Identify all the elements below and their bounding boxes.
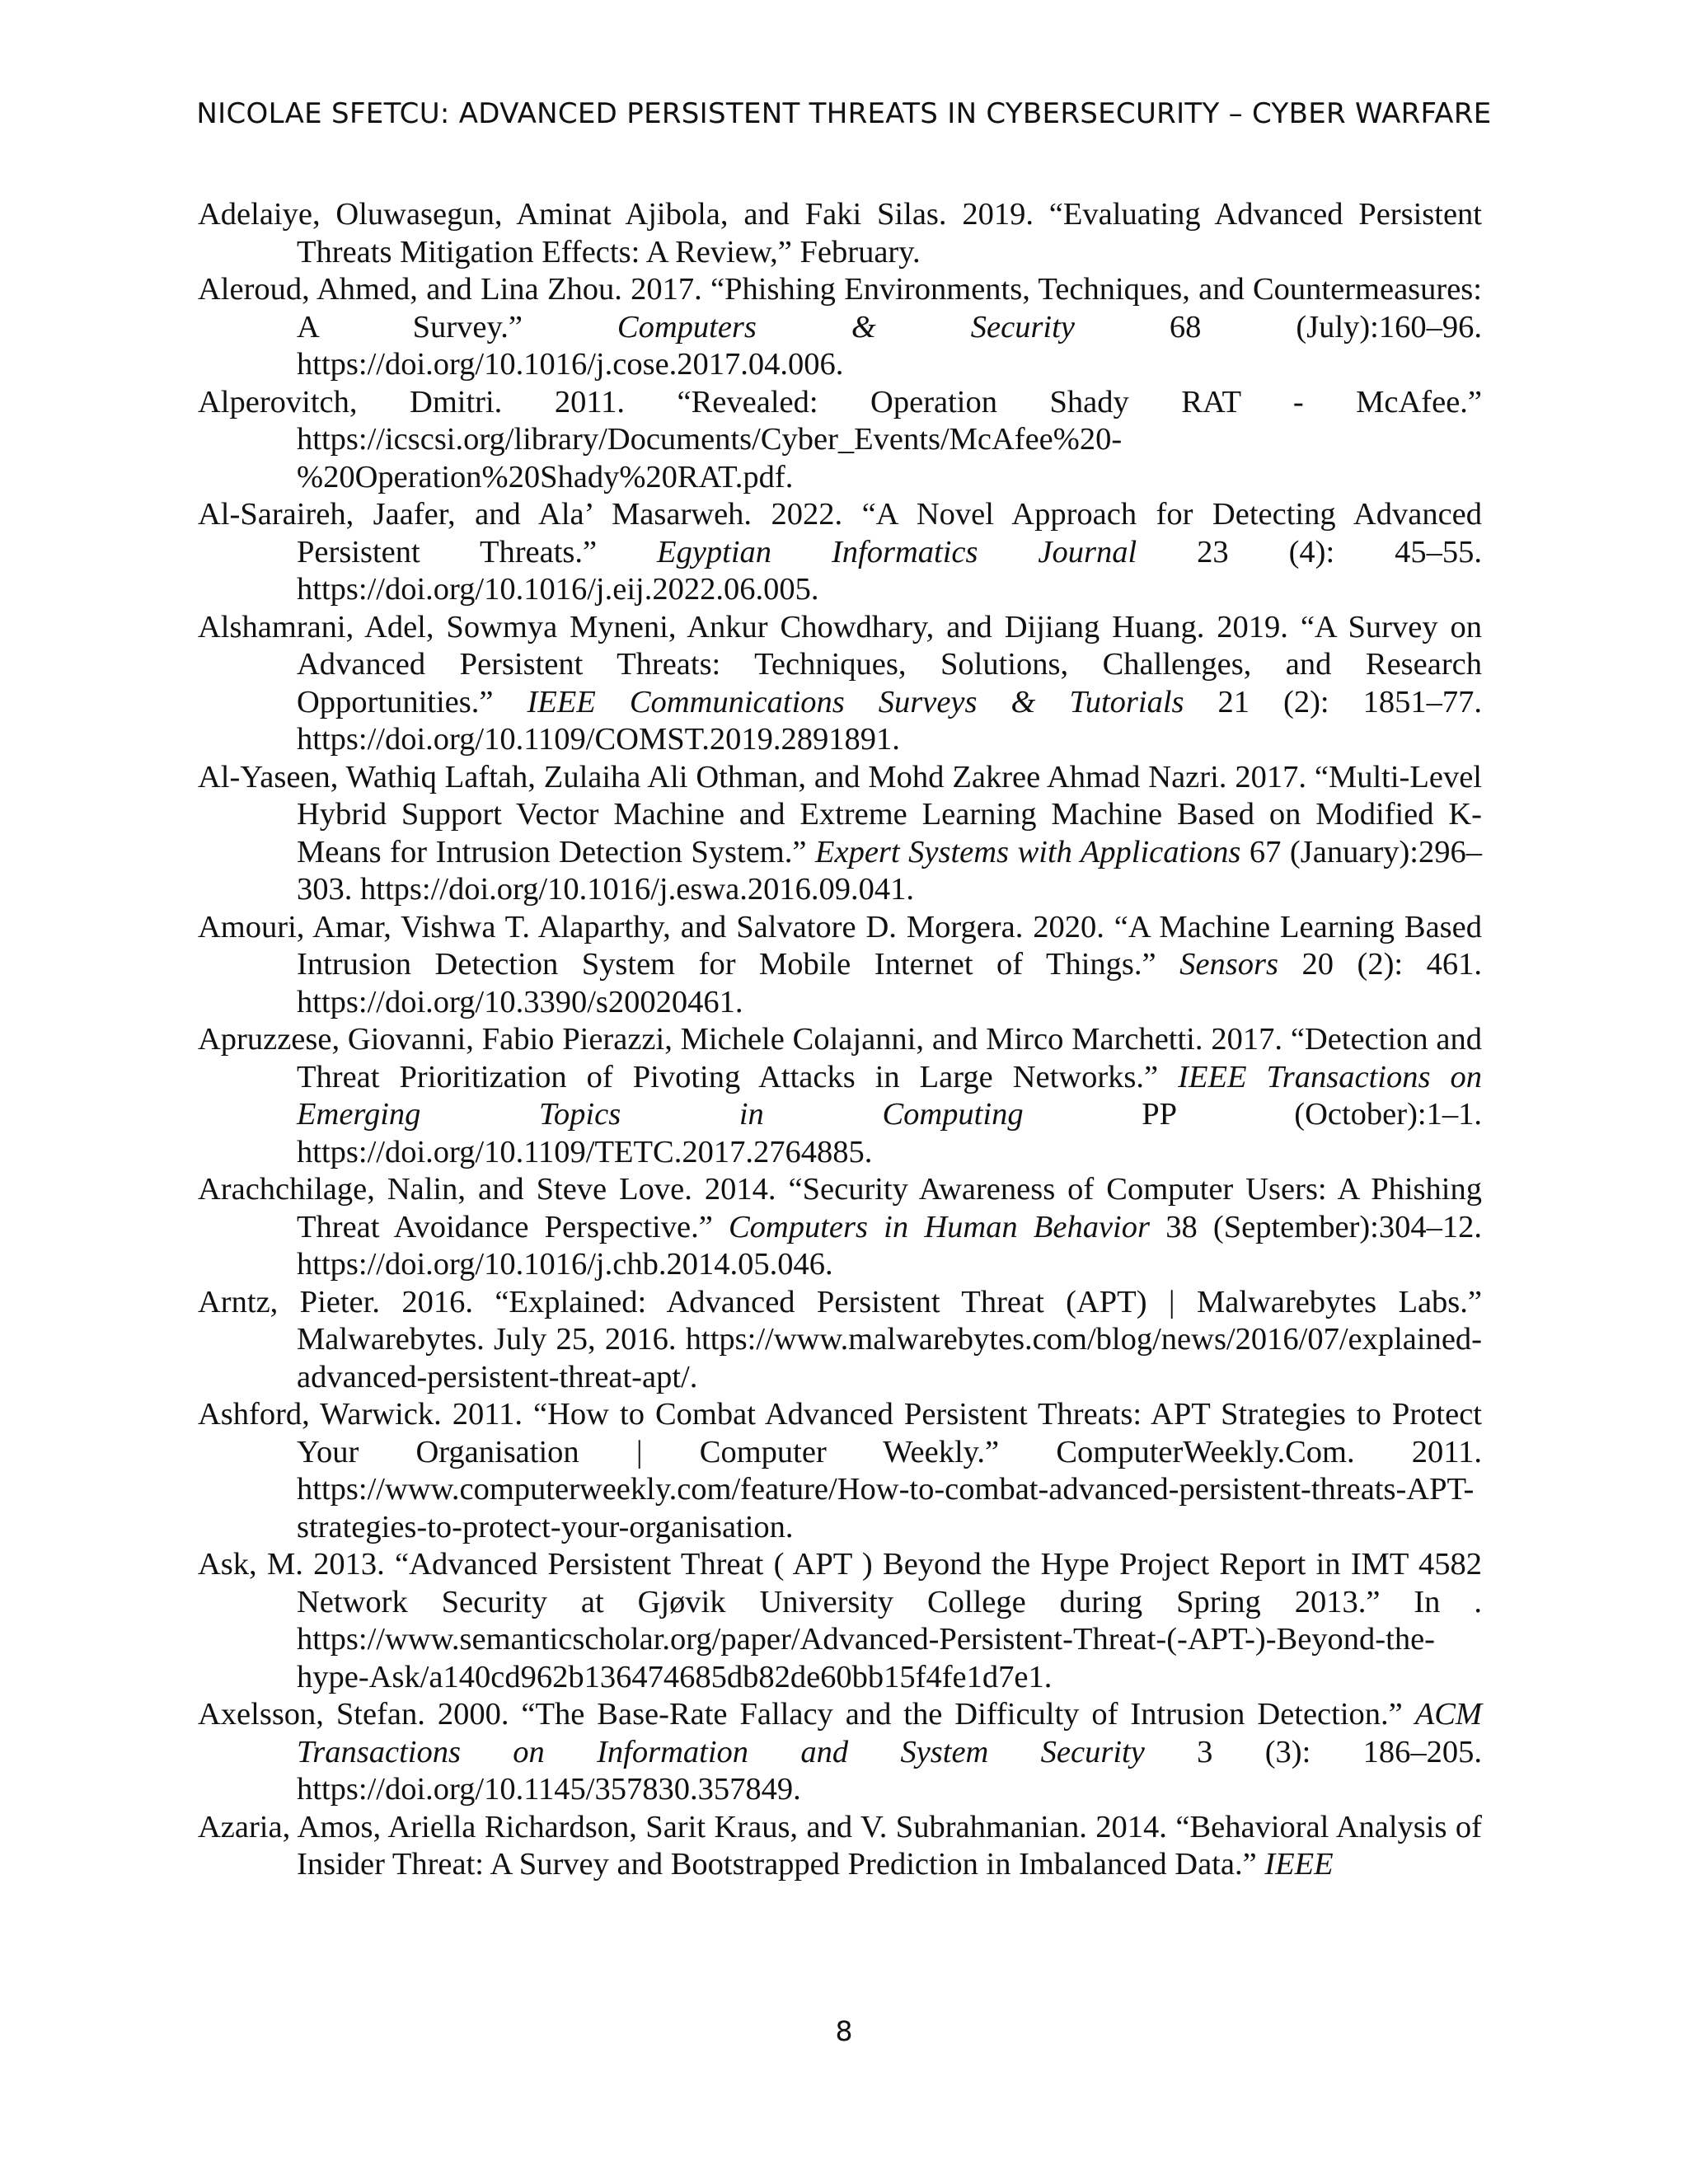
reference-text: Ask, M. 2013. “Advanced Persistent Threat ( APT ) Beyond the Hype Project Report in IMT 4582 Network Security at Gjøvik University College during Spring 2013.” In . https://www.semanticscholar.org/paper/Advanced-Persistent-Threat-(-APT-)-Beyond-the-hype-Ask/a140cd962b136474685db82de60bb15f4fe1d7e1. <box>198 1547 1482 1694</box>
reference-text: Apruzzese, Giovanni, Fabio Pierazzi, Michele Colajanni, and Mirco Marchetti. 2017. “Detection and Threat Prioritization of Pivoting Attacks in Large Networks.” <box>198 1022 1482 1094</box>
reference-text: Alshamrani, Adel, Sowmya Myneni, Ankur Chowdhary, and Dijiang Huang. 2019. “A Survey on Advanced Persistent Threats: Techniques, Solutions, Challenges, and Research Opportunities.” <box>198 609 1482 719</box>
reference-entry <box>198 1546 1482 1696</box>
reference-venue: Computers in Human Behavior <box>729 1209 1150 1244</box>
reference-entry <box>198 1809 1482 1884</box>
running-header: NICOLAE SFETCU: ADVANCED PERSISTENT THREATS IN CYBERSECURITY – CYBER WARFARE <box>196 97 1492 130</box>
reference-details: 38 (September):304–12. https://doi.org/10.1016/j.chb.2014.05.046. <box>297 1209 1482 1282</box>
reference-venue: Expert Systems with Applications <box>814 834 1241 869</box>
reference-entry <box>198 759 1482 909</box>
reference-entry <box>198 384 1482 497</box>
reference-entry <box>198 196 1482 271</box>
reference-text: Adelaiye, Oluwasegun, Aminat Ajibola, and Faki Silas. 2019. “Evaluating Advanced Persistent Threats Mitigation Effects: A Review,” February. <box>198 197 1482 269</box>
reference-details: 21 (2): 1851–77. https://doi.org/10.1109/COMST.2019.2891891. <box>297 684 1483 757</box>
reference-details: 3 (3): 186–205. https://doi.org/10.1145/357830.357849. <box>297 1734 1483 1807</box>
reference-venue: IEEE Transactions on Emerging Topics in Computing <box>297 1059 1482 1132</box>
reference-entry <box>198 1171 1482 1284</box>
reference-text: Amouri, Amar, Vishwa T. Alaparthy, and Salvatore D. Morgera. 2020. “A Machine Learning Based Intrusion Detection System for Mobile Internet of Things.” <box>198 909 1482 982</box>
reference-text: Aleroud, Ahmed, and Lina Zhou. 2017. “Phishing Environments, Techniques, and Countermeasures: A Survey.” <box>198 272 1482 344</box>
reference-text: Axelsson, Stefan. 2000. “The Base-Rate Fallacy and the Difficulty of Intrusion Detection.” <box>198 1697 1415 1732</box>
reference-text: Azaria, Amos, Ariella Richardson, Sarit Kraus, and V. Subrahmanian. 2014. “Behavioral Analysis of Insider Threat: A Survey and Bootstrapped Prediction in Imbalanced Data.” <box>198 1809 1482 1882</box>
reference-details: 67 (January):296–303. https://doi.org/10.1016/j.eswa.2016.09.041. <box>297 834 1482 907</box>
reference-entry <box>198 1284 1482 1397</box>
reference-details: 20 (2): 461. https://doi.org/10.3390/s20020461. <box>297 947 1482 1019</box>
reference-text: Arachchilage, Nalin, and Steve Love. 2014. “Security Awareness of Computer Users: A Phishing Threat Avoidance Perspective.” <box>198 1172 1482 1244</box>
reference-details: 68 (July):160–96. https://doi.org/10.1016/j.cose.2017.04.006. <box>297 309 1482 382</box>
reference-text: Arntz, Pieter. 2016. “Explained: Advanced Persistent Threat (APT) | Malwarebytes Labs.” Malwarebytes. July 25, 2016. https://www.malwarebytes.com/blog/news/2016/07/explained-advanced-persistent-threat-apt/. <box>198 1284 1482 1394</box>
reference-entry <box>198 609 1482 759</box>
reference-entry <box>198 909 1482 1022</box>
reference-text: Ashford, Warwick. 2011. “How to Combat Advanced Persistent Threats: APT Strategies to Protect Your Organisation | Computer Weekly.” ComputerWeekly.Com. 2011. https://www.computerweekly.com/feature/How-to-combat-advanced-persistent-threats-APT-strategies-to-protect-your-organisation. <box>198 1397 1482 1544</box>
reference-venue: Computers & Security <box>617 309 1075 344</box>
reference-entry <box>198 1696 1482 1809</box>
reference-venue: IEEE Communications Surveys & Tutorials <box>527 684 1184 719</box>
reference-text: Alperovitch, Dmitri. 2011. “Revealed: Operation Shady RAT - McAfee.” https://icscsi.org/library/Documents/Cyber_Events/McAfee%20-%20Operation%20Shady%20RAT.pdf. <box>198 384 1482 494</box>
reference-entry <box>198 1396 1482 1546</box>
reference-venue: IEEE <box>1264 1847 1334 1882</box>
reference-venue: Egyptian Informatics Journal <box>657 534 1137 569</box>
reference-details: 23 (4): 45–55. https://doi.org/10.1016/j.eij.2022.06.005. <box>297 534 1482 607</box>
reference-entry <box>198 271 1482 384</box>
reference-details: PP (October):1–1. https://doi.org/10.1109/TETC.2017.2764885. <box>297 1097 1482 1169</box>
reference-venue: Sensors <box>1179 947 1278 982</box>
reference-text: Al-Yaseen, Wathiq Laftah, Zulaiha Ali Othman, and Mohd Zakree Ahmad Nazri. 2017. “Multi-Level Hybrid Support Vector Machine and Extreme Learning Machine Based on Modified K-Means for Intrusion Detection System.” <box>198 759 1482 869</box>
reference-list <box>198 196 1482 1884</box>
reference-entry <box>198 496 1482 609</box>
page-number: 8 <box>835 2015 853 2047</box>
reference-text: Al-Saraireh, Jaafer, and Ala’ Masarweh. 2022. “A Novel Approach for Detecting Advanced Persistent Threats.” <box>198 497 1482 569</box>
reference-venue: ACM Transactions on Information and System Security <box>297 1697 1482 1769</box>
reference-entry <box>198 1021 1482 1171</box>
